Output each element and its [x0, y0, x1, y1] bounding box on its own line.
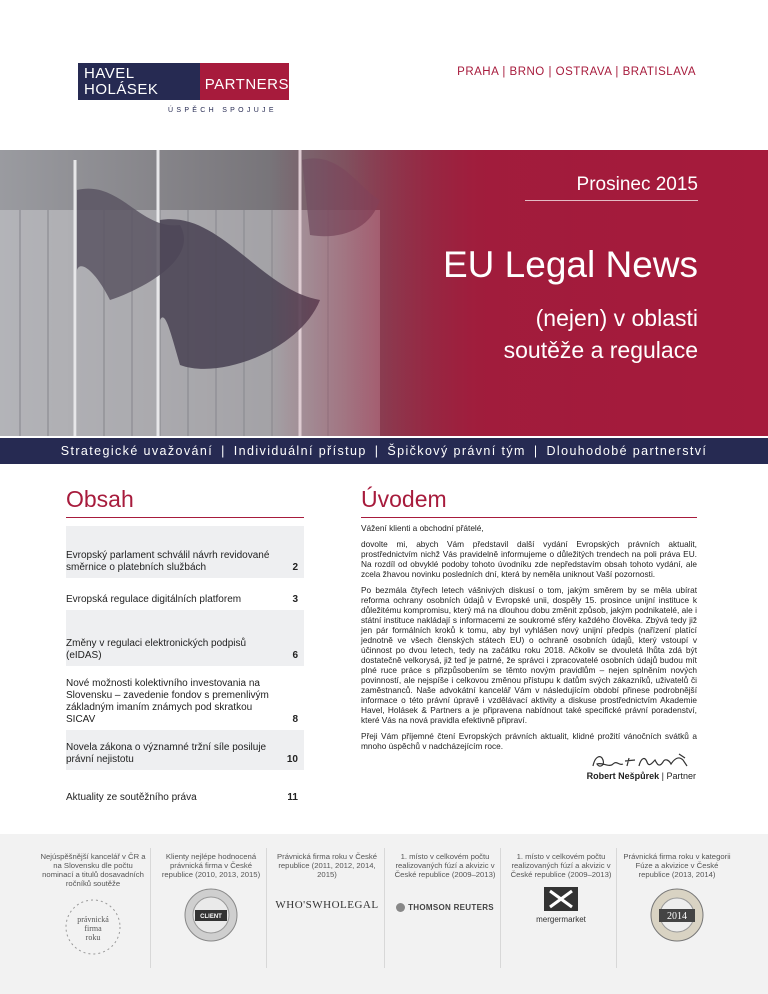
office-cities: PRAHA | BRNO | OSTRAVA | BRATISLAVA	[457, 66, 696, 78]
logo-firm-name: HAVEL HOLÁSEK	[84, 65, 159, 98]
intro-text	[361, 523, 697, 757]
award-item	[156, 852, 266, 943]
subtitle-line-1: (nejen) v oblasti	[535, 305, 698, 331]
award-badge-wreath-icon	[61, 896, 125, 958]
value-item: Strategické uvažování	[60, 444, 214, 458]
mergermarket-logo-icon	[544, 887, 578, 911]
toc-item[interactable]	[66, 578, 304, 610]
toc-item-label: Změny v regulaci elektronických podpisů (eIDAS)	[66, 638, 247, 661]
value-item: Individuální přístup	[233, 444, 367, 458]
newsletter-title: EU Legal News	[442, 244, 698, 285]
toc-item-page: 11	[287, 792, 298, 803]
whos-who-legal-logo: WHO'SWHOLEGAL	[275, 899, 379, 911]
toc-heading-rule	[66, 517, 304, 518]
signature-image	[589, 752, 699, 772]
toc-heading: Obsah	[66, 486, 134, 512]
subtitle-line-2: soutěže a regulace	[503, 337, 698, 363]
toc-item[interactable]	[66, 610, 304, 666]
intro-heading: Úvodem	[361, 486, 447, 512]
mergermarket-label: mergermarket	[536, 915, 586, 924]
svg-text:firma: firma	[84, 924, 102, 933]
thomson-reuters-icon	[396, 903, 405, 912]
award-item	[506, 852, 616, 924]
date-underline	[525, 200, 698, 201]
award-divider	[150, 848, 151, 968]
intro-paragraph: Přeji Vám příjemné čtení Evropských právních aktualit, klidné prožití vánočních svátků a mnoho úspěchů v nadcházejícím roce.	[361, 731, 697, 751]
toc-item-page: 8	[292, 714, 298, 725]
table-of-contents	[66, 526, 304, 808]
toc-item[interactable]	[66, 666, 304, 730]
thomson-reuters-logo	[390, 903, 500, 912]
svg-text:roku: roku	[85, 933, 101, 942]
intro-paragraph: dovolte mi, abych Vám představil další vydání Evropských právních aktualit, prostřednictvím nichž Vás pravidelně informujeme o důležitých trendech na poli práva EU. Na rozdíl od obvyklé podoby tohoto úvodníku zde nepředstavím obsah tohoto vydání, ale zcela žhavou novinku posledních dní, která by neměla uniknout Vaší pozornosti.	[361, 539, 697, 579]
toc-item[interactable]	[66, 526, 304, 578]
svg-text:právnická: právnická	[77, 915, 109, 924]
issue-date: Prosinec 2015	[576, 174, 698, 195]
svg-text:CLIENT: CLIENT	[200, 914, 222, 920]
award-text: Nejúspěšnější kancelář v ČR a na Slovensku dle počtu nominací a titulů dosavadních ročníků soutěže	[40, 852, 146, 888]
intro-heading-rule	[361, 517, 697, 518]
toc-item-page: 3	[292, 594, 298, 605]
logo-tagline: ÚSPĚCH SPOJUJE	[168, 107, 277, 114]
award-text: 1. místo v celkovém počtu realizovaných fúzí a akvizic v České republice (2009–2013)	[510, 852, 612, 879]
hero-banner	[0, 150, 768, 436]
toc-item-label: Aktuality ze soutěžního práva	[66, 792, 197, 803]
value-item: Dlouhodobé partnerství	[546, 444, 708, 458]
toc-item-label: Evropský parlament schválil návrh revidované směrnice o platebních službách	[66, 550, 270, 573]
toc-item-label: Novela zákona o významné tržní síle posiluje právní nejistotu	[66, 742, 267, 765]
award-divider	[266, 848, 267, 968]
intro-paragraph: Po bezmála čtyřech letech vášnivých diskusí o tom, jakým směrem by se měla ubírat reforma ochrany osobních údajů v Evropské unii, dospěly 15. prosince unijní instituce k důležitému kompromisu, který má na dlouhou dobu změnit způsob, jakým podnikatelé, ale i státní instituce nakládají s informacemi ze soukromé sféry každého člověka. Zbývá tedy již jen pár formálních kroků k tomu, aby byl vyhlášen nový unijní předpis (nařízení platící jednotně ve všech členských státech EU) o ochraně osobních údajů, který vstoupí v účinnost po dvou letech, tedy na začátku roku 2018. Ačkoliv se dvouletá lhůta zdá být dostatečně velkorysá, již teď je patrné, že správci i zpracovatelé osobních údajů budou mít plné ruce práce s přizpůsobením se těmto novým pravidlům – nejen splněním nových povinností, ale nejspíše i celkovou změnou přístupu k datům svých zákazníků, uživatelů či zaměstnanců. Naše advokátní kancelář Vám v následujícím období přinese podrobnější informace o této právní úpravě i vzdělávací aktivity a diskuse prostřednictvím Akademie Havel, Holásek & Partners a je připravena nabídnout také specifické právní poradenství, které Vás na nová pravidla efektivně připraví.	[361, 585, 697, 725]
award-text: Právnická firma roku v České republice (2011, 2012, 2014, 2015)	[277, 852, 377, 879]
award-item	[622, 852, 732, 943]
toc-item-label: Evropská regulace digitálních platforem	[66, 594, 242, 605]
toc-item-page: 2	[292, 562, 298, 573]
award-divider	[384, 848, 385, 968]
badge-year: 2014	[667, 911, 687, 922]
client-choice-seal-icon	[183, 887, 239, 943]
award-divider	[500, 848, 501, 968]
global-law-experts-badge-icon	[649, 887, 705, 943]
award-text: 1. místo v celkovém počtu realizovaných fúzí a akvizic v České republice (2009–2013)	[394, 852, 496, 879]
toc-item-label: Nové možnosti kolektivního investovania na Slovensku – zavedenie fondov s premenlivým základným imaním známych pod skratkou SICAV	[66, 678, 269, 725]
intro-greeting: Vážení klienti a obchodní přátelé,	[361, 523, 484, 533]
firm-logo	[78, 63, 289, 114]
toc-item-page: 6	[292, 650, 298, 661]
value-item: Špičkový právní tým	[387, 444, 526, 458]
award-text: Klienty nejlépe hodnocená právnická firma v České republice (2010, 2013, 2015)	[161, 852, 261, 879]
toc-item[interactable]	[66, 770, 304, 808]
award-text: Právnická firma roku v kategorii Fúze a akvizice v České republice (2013, 2014)	[623, 852, 731, 879]
signer-name: Robert Nešpůrek	[586, 771, 660, 781]
logo-firm-sub: advokátní kancelář	[84, 101, 168, 108]
award-item	[390, 852, 500, 912]
newsletter-subtitle	[504, 302, 698, 366]
logo-partners: PARTNERS	[200, 63, 289, 100]
signer-role: Partner	[666, 771, 696, 781]
award-divider	[616, 848, 617, 968]
toc-item-page: 10	[286, 754, 298, 765]
award-item	[38, 852, 148, 958]
thomson-reuters-label: THOMSON REUTERS	[408, 903, 494, 912]
award-item	[272, 852, 382, 910]
signer: Robert Nešpůrek | Partner	[586, 771, 696, 781]
toc-item[interactable]	[66, 730, 304, 770]
values-strip: Strategické uvažování | Individuální přístup | Špičkový právní tým | Dlouhodobé partnerství	[0, 438, 768, 464]
